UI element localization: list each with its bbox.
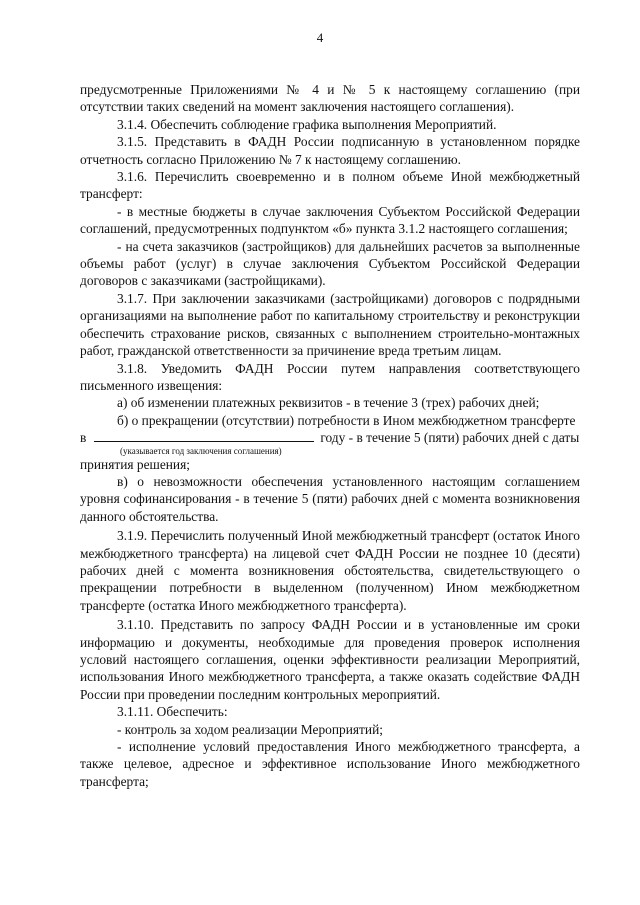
document-body [80,81,580,790]
fill-note: (указывается год заключения соглашения) [120,445,282,456]
paragraph: 3.1.8. Уведомить ФАДН России путем направления соответствующего письменного извещения: [80,360,580,393]
fill-suffix: году - в течение 5 (пяти) рабочих дней с даты [320,430,580,446]
paragraph: 3.1.7. При заключении заказчиками (застройщиками) договоров с подрядными организациями на выполнение работ по капитальному строительству и реконструкции обеспечить страхование рисков, связанных с выполнением строительно-монтажных работ, гражданской ответственности за причинение вреда третьим лицам. [80,290,580,359]
paragraph: б) о прекращении (отсутствии) потребности в Ином межбюджетном трансферте [117,412,576,428]
paragraph: 3.1.11. Обеспечить: [117,704,228,720]
paragraph: 3.1.6. Перечислить своевременно и в полном объеме Иной межбюджетный трансферт: [80,169,580,202]
year-blank-field [94,429,314,442]
paragraph: 3.1.10. Представить по запросу ФАДН России и в установленные им сроки информацию и документы, необходимые для проведения проверок исполнения условий настоящего соглашения, оценки эффективности реализации Мероприятий, использования Иного межбюджетного трансферта, а также оказать содействие ФАДН России при проведении последним контрольных мероприятий. [80,617,580,702]
paragraph: 3.1.9. Перечислить полученный Иной межбюджетный трансферт (остаток Иного межбюджетного трансферта) на лицевой счет ФАДН России не позднее 10 (десяти) рабочих дней с момента возникновения обстоятельства, свидетельствующего о прекращении потребности в выделенном (полученном) Ином межбюджетном трансферте (остатка Иного межбюджетного трансферта). [80,528,580,613]
paragraph: 3.1.4. Обеспечить соблюдение графика выполнения Мероприятий. [117,116,497,132]
page-number: 4 [316,30,324,45]
paragraph: предусмотренные Приложениями № 4 и № 5 к настоящему соглашению (при отсутствии таких сведений на момент заключения настоящего соглашения). [80,82,580,115]
paragraph: в) о невозможности обеспечения установленного настоящим соглашением уровня софинансирования - в течение 5 (пяти) рабочих дней с момента возникновения данного обстоятельства. [80,473,580,524]
paragraph: - исполнение условий предоставления Иного межбюджетного трансферта, а также целевое, адресное и эффективное использование Иного межбюджетного трансферта; [80,739,580,789]
fill-prefix: в [80,430,87,446]
paragraph: - контроль за ходом реализации Мероприятий; [117,721,383,737]
paragraph: 3.1.5. Представить в ФАДН России подписанную в установленном порядке отчетность согласно Приложению № 7 к настоящему соглашению. [80,134,580,167]
year-fill-line [80,429,580,446]
paragraph: - на счета заказчиков (застройщиков) для дальнейших расчетов за выполненные объемы работ (услуг) в случае заключения Субъектом Российской Федерации договоров с заказчиками (застройщиками). [80,238,580,289]
paragraph: принятия решения; [80,456,190,472]
paragraph: - в местные бюджеты в случае заключения Субъектом Российской Федерации соглашений, предусмотренных подпунктом «б» пункта 3.1.2 настоящего соглашения; [80,203,580,237]
paragraph: а) об изменении платежных реквизитов - в течение 3 (трех) рабочих дней; [117,395,540,411]
